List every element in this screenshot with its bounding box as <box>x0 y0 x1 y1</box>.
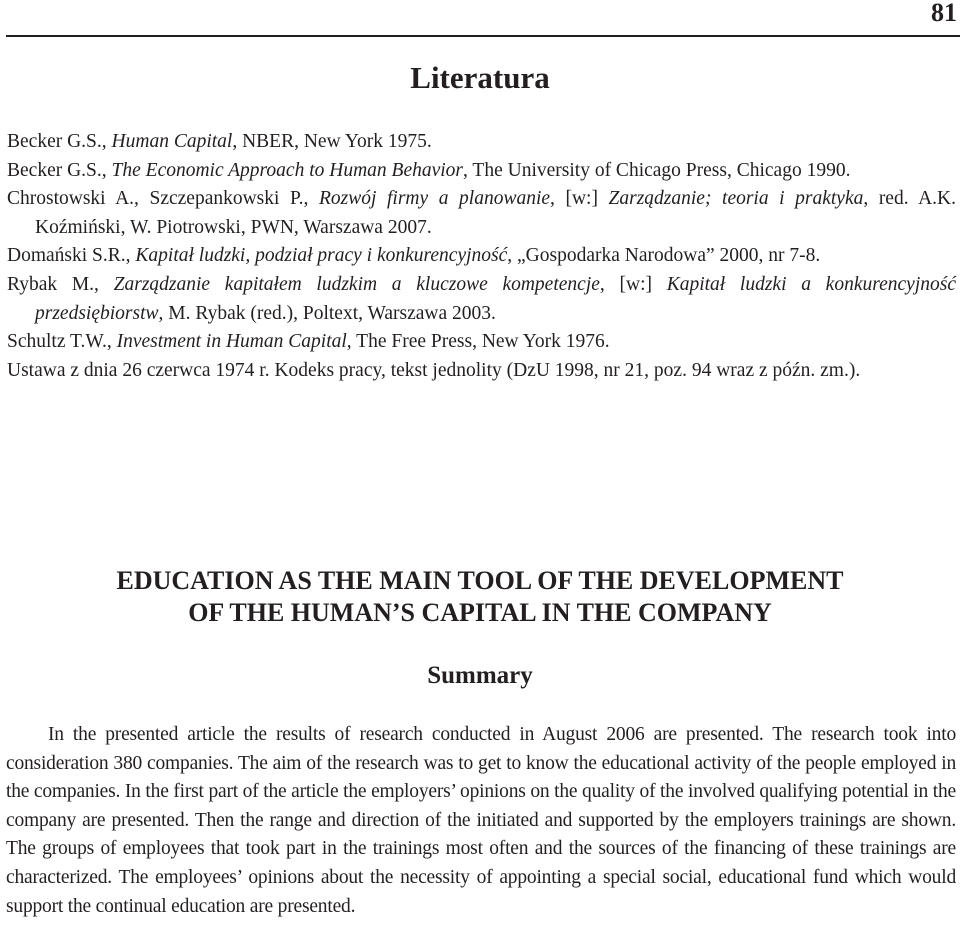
reference-item <box>7 357 956 386</box>
page-number: 81 <box>931 0 957 27</box>
reference-author: Rybak M., <box>7 273 114 295</box>
reference-author: Domański S.R., <box>7 245 136 267</box>
reference-details: , NBER, New York 1975. <box>232 131 432 152</box>
reference-item <box>7 271 956 328</box>
reference-author: Chrostowski A., Szczepankowski P., <box>7 188 319 210</box>
reference-details: , [w:] <box>599 273 667 295</box>
reference-book-title: Kapitał ludzki a konkurencyjność przedsiębiorstw <box>35 273 956 324</box>
header-rule <box>6 35 960 37</box>
reference-details: , The University of Chicago Press, Chicago 1990. <box>463 159 851 181</box>
reference-title: Zarządzanie kapitałem ludzkim a kluczowe kompetencje <box>113 273 600 295</box>
english-title <box>0 565 960 629</box>
reference-publication: , red. A.K. Koźmiński, W. Piotrowski, PWN, Warszawa 2007. <box>35 188 956 238</box>
reference-author: Schultz T.W., <box>7 331 117 353</box>
reference-details: , [w:] <box>550 188 609 210</box>
reference-title: Human Capital <box>111 131 233 152</box>
reference-item <box>7 242 956 271</box>
reference-item <box>7 157 956 186</box>
reference-list <box>7 128 956 385</box>
reference-book-title: Zarządzanie; teoria i praktyka <box>608 188 864 210</box>
reference-title: Investment in Human Capital <box>116 331 347 353</box>
reference-item <box>7 128 956 157</box>
english-title-line-2: OF THE HUMAN’S CAPITAL IN THE COMPANY <box>188 598 772 627</box>
reference-title: Rozwój firmy a planowanie <box>319 188 551 210</box>
reference-item <box>7 328 956 357</box>
reference-author: Becker G.S., <box>7 159 112 181</box>
reference-title: Kapitał ludzki, podział pracy i konkurencyjność <box>135 245 508 267</box>
reference-author: Becker G.S., <box>7 131 112 152</box>
reference-publication: , M. Rybak (red.), Poltext, Warszawa 2003. <box>158 302 496 324</box>
english-title-line-1: EDUCATION AS THE MAIN TOOL OF THE DEVELOPMENT <box>116 566 844 595</box>
reference-details: , The Free Press, New York 1976. <box>346 331 610 353</box>
reference-author: Ustawa z dnia 26 czerwca 1974 r. Kodeks pracy, tekst jednolity (DzU 1998, nr 21, poz. 94 wraz z późn. zm.). <box>7 359 861 381</box>
summary-heading: Summary <box>427 662 533 689</box>
literature-heading: Literatura <box>410 60 550 95</box>
reference-item <box>7 185 956 242</box>
summary-paragraph: In the presented article the results of research conducted in August 2006 are presented. The research took into consideration 380 companies. The aim of the research was to get to know the educational activity of the people employed in the companies. In the first part of the article the employers’ opinions on the quality of the involved qualifying potential in the company are presented. Then the range and direction of the initiated and supported by the employers trainings are shown. The groups of employees that took part in the trainings most often and the sources of the financing of these trainings are characterized. The employees’ opinions about the necessity of appointing a special social, educational fund which would support the continual education are presented. <box>6 724 956 917</box>
reference-details: , „Gospodarka Narodowa” 2000, nr 7-8. <box>507 245 821 267</box>
reference-title: The Economic Approach to Human Behavior <box>111 159 464 181</box>
